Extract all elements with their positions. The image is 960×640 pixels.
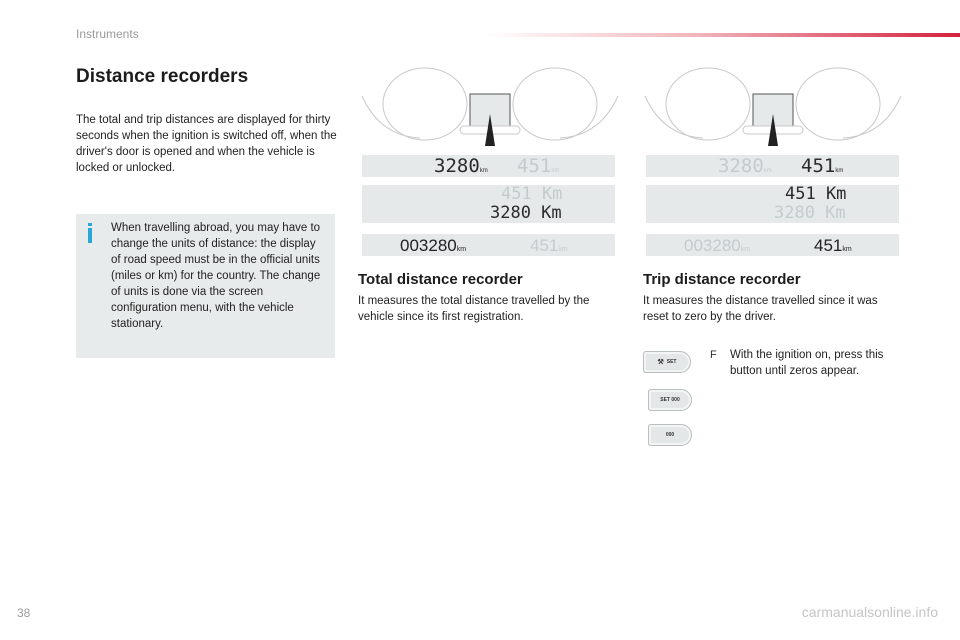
total-section-title: Total distance recorder	[358, 271, 523, 288]
lcd-total-2-line2: 3280 Km	[490, 203, 562, 223]
lcd-trip-3-trip: 451km	[814, 236, 852, 255]
dashboard-illustration-trip	[643, 66, 903, 146]
dashboard-illustration-total	[360, 66, 620, 146]
set-000-button[interactable]: SET 000	[648, 389, 692, 411]
lcd-trip-2-line1: 451 Km	[785, 184, 847, 204]
trip-section-desc: It measures the distance travelled since it was reset to zero by the driver.	[643, 295, 878, 323]
lcd-total-3-total: 003280km	[400, 236, 467, 255]
section-header: Instruments	[76, 27, 139, 41]
header-accent-bar	[485, 33, 960, 37]
info-text: When travelling abroad, you may have to change the units of distance: the display of road speed must be in the official units (miles or km) for the country. The change of units is done via the screen configuration menu, with the vehicle stationary.	[111, 222, 321, 330]
lcd-total-3-trip: 451km	[530, 236, 568, 255]
set-button[interactable]: ⚒ SET	[643, 351, 691, 373]
intro-text: The total and trip distances are displayed for thirty seconds when the ignition is switched off, when the driver's door is opened and when the vehicle is locked or unlocked.	[76, 114, 337, 174]
info-icon	[85, 223, 95, 243]
lcd-trip-1-total: 3280km	[718, 155, 772, 177]
lcd-total-2	[362, 185, 615, 223]
lcd-trip-1	[646, 155, 899, 177]
lcd-total-2-line1: 451 Km	[501, 184, 563, 204]
trip-section-title: Trip distance recorder	[643, 271, 801, 288]
lcd-trip-2	[646, 185, 899, 223]
wrench-icon: ⚒	[657, 359, 664, 366]
reset-000-button[interactable]: 000	[648, 424, 692, 446]
trip-instruction: With the ignition on, press this button until zeros appear.	[730, 349, 884, 377]
page-number: 38	[17, 606, 31, 620]
lcd-total-1	[362, 155, 615, 177]
lcd-total-1-trip: 451km	[517, 155, 560, 177]
lcd-trip-1-trip: 451km	[801, 155, 844, 177]
bullet-marker: F	[710, 349, 717, 361]
watermark: carmanualsonline.info	[801, 604, 938, 620]
lcd-trip-3-total: 003280km	[684, 236, 751, 255]
lcd-trip-2-line2: 3280 Km	[774, 203, 846, 223]
lcd-total-1-total: 3280km	[434, 155, 488, 177]
page-title: Distance recorders	[76, 66, 249, 87]
total-section-desc: It measures the total distance travelled by the vehicle since its first registration.	[358, 295, 590, 323]
